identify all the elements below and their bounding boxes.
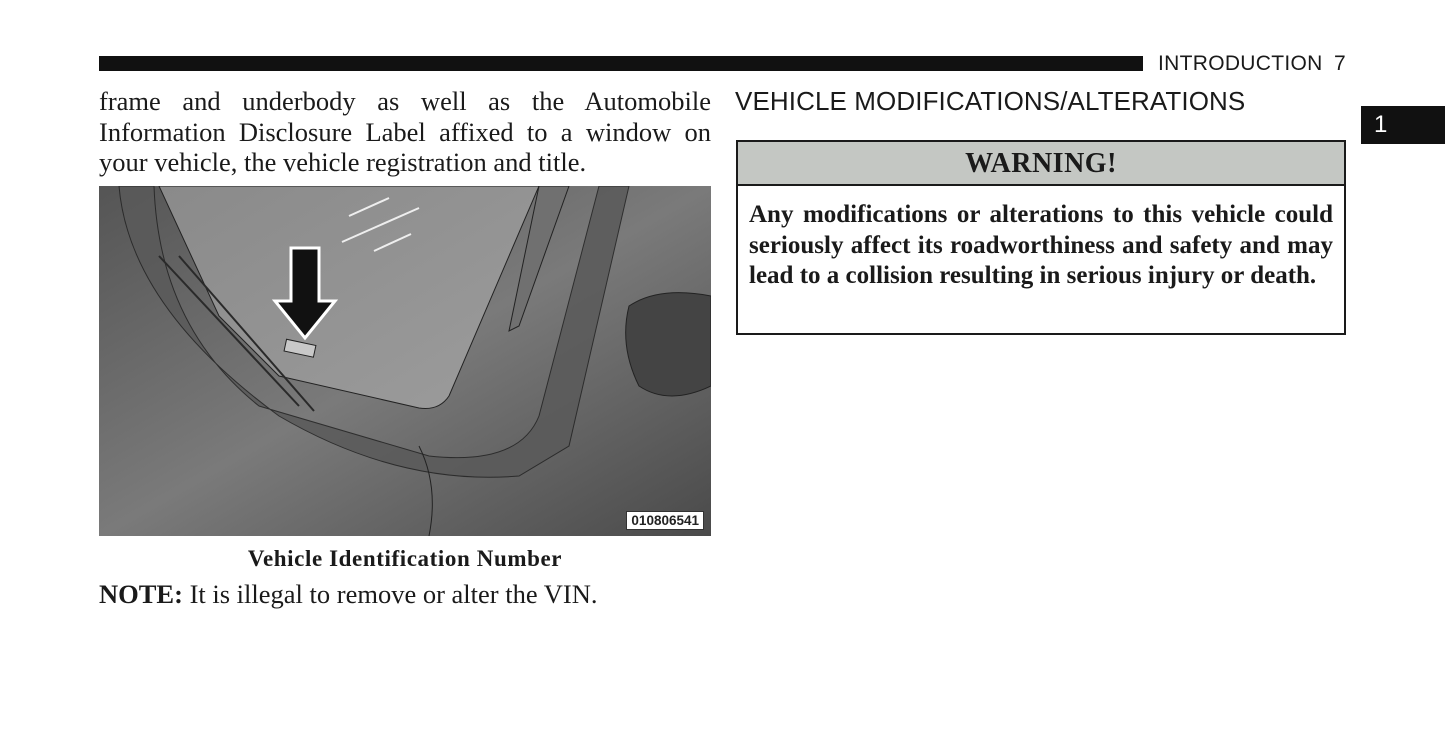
section-title: INTRODUCTION [1158,52,1323,75]
figure-id: 010806541 [626,511,704,530]
warning-box [736,140,1346,335]
vehicle-windshield-illustration [99,186,711,536]
chapter-tab: 1 [1361,106,1445,144]
note-text: It is illegal to remove or alter the VIN. [189,579,598,609]
page-number: 7 [1334,52,1346,75]
note-label: NOTE: [99,579,183,609]
figure-caption: Vehicle Identification Number [247,546,563,571]
body-paragraph: frame and underbody as well as the Automobile Information Disclosure Label affixed to a window on your vehicle, the vehicle registration and title. [99,86,711,177]
warning-title: WARNING! [738,142,1344,186]
vin-figure [99,186,711,536]
note [99,579,598,610]
warning-text: Any modifications or alterations to this vehicle could seriously affect its roadworthiness and safety and may lead to a collision resulting in serious injury or death. [749,201,1333,289]
section-heading: VEHICLE MODIFICATIONS/ALTERATIONS [735,86,1246,116]
header-rule [99,56,1143,71]
left-column [99,86,711,178]
